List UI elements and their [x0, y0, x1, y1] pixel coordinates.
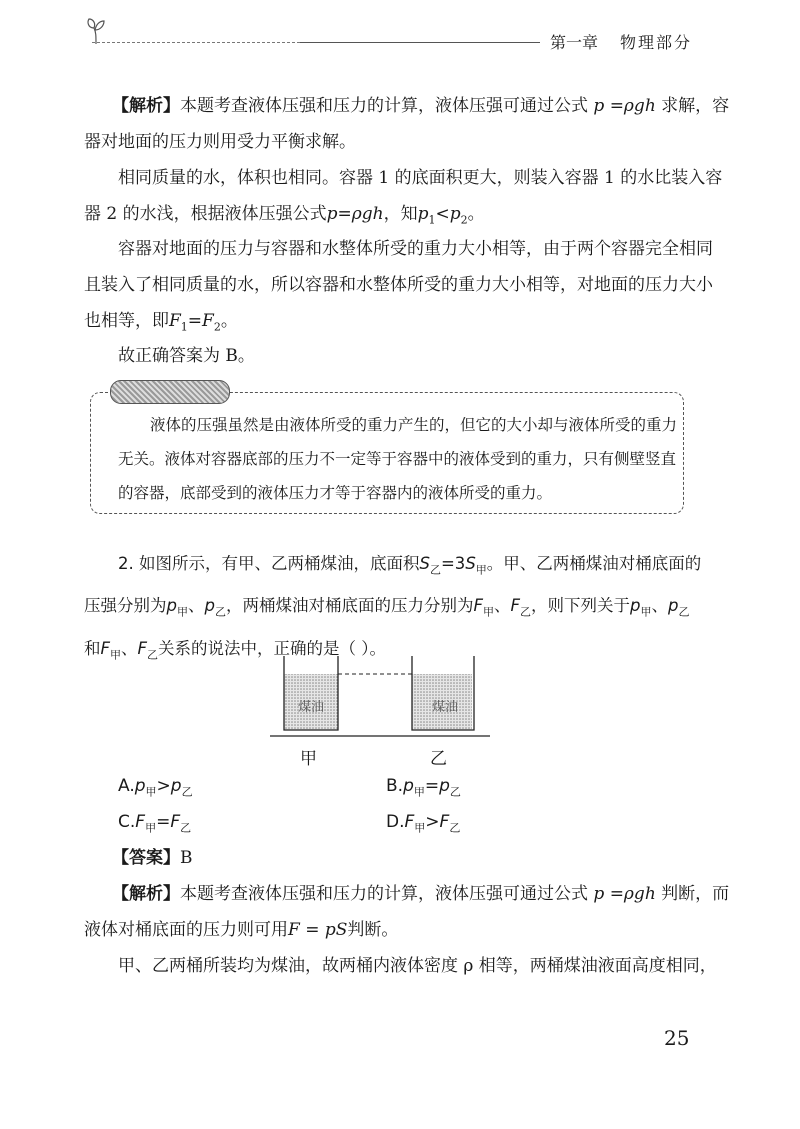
figure-label-yi: 乙: [430, 749, 447, 769]
figure-label-jia: 甲: [300, 749, 317, 769]
paragraph-last: 甲、乙两桶所装均为煤油，故两桶内液体密度 ρ 相等，两桶煤油液面高度相同，: [118, 956, 717, 976]
liquid-label-yi: 煤油: [432, 700, 459, 715]
option-a[interactable]: $A.p_甲>p_乙$: [118, 776, 193, 799]
option-d[interactable]: $D.F_甲>F_乙$: [386, 812, 461, 835]
option-c[interactable]: $C.F_甲=F_乙$: [118, 812, 192, 835]
tip-text: 液体的压强虽然是由液体所受的重力产生的，但它的大小却与液体所受的重力 无关。液体对容器底部的压力不一定等于容器中的液体受到的重力，只有侧壁竖直 的容器，底部受到的液体压力才等于容器内的液体所受的重力。: [118, 416, 678, 502]
tip-label-badge: [110, 380, 230, 404]
header-section: 物理部分: [620, 33, 693, 52]
analysis-label: 【解析】: [112, 96, 180, 116]
page-number: 25: [664, 1026, 690, 1050]
formula: p =ρgh: [593, 96, 656, 116]
liquid-label-jia: 煤油: [298, 700, 325, 715]
option-b[interactable]: $B.p_甲=p_乙$: [386, 776, 461, 799]
header-rule-solid: [300, 42, 540, 43]
answer: 【答案】B: [112, 848, 193, 868]
paragraph-2: 相同质量的水，体积也相同。容器 1 的底面积更大，则装入容器 1 的水比装入容 器 2 的水浅，根据液体压强公式p=ρgh，知$p_1<p_2$。: [84, 168, 723, 227]
conclusion: 故正确答案为 B。: [118, 346, 255, 366]
header-chapter: 第一章: [550, 33, 599, 52]
question-2: 2. 如图所示，有甲、乙两桶煤油，底面积$S_乙=3S_甲$。甲、乙两桶煤油对桶底面的 压强分别为$p_甲$、$p_乙$，两桶煤油对桶底面的压力分别为$F_甲$、$F_乙$，则下列关于$p_甲$、$p_乙$ 和$F_甲$、$F_乙$关系的说法中，正确的是（ ）。: [84, 554, 702, 661]
analysis-2: 【解析】本题考查液体压强和压力的计算，液体压强可通过公式 p =ρgh 判断，而 液体对桶底面的压力则可用F = pS判断。: [84, 884, 730, 940]
analysis-1: 【解析】本题考查液体压强和压力的计算，液体压强可通过公式 p =ρgh 求解，容 器对地面的压力则用受力平衡求解。: [84, 96, 730, 152]
paragraph-3: 容器对地面的压力与容器和水整体所受的重力大小相等，由于两个容器完全相同 且装入了相同质量的水，所以容器和水整体所受的重力大小相等，对地面的压力大小 也相等，即$F_1=F_2$。: [84, 239, 713, 334]
